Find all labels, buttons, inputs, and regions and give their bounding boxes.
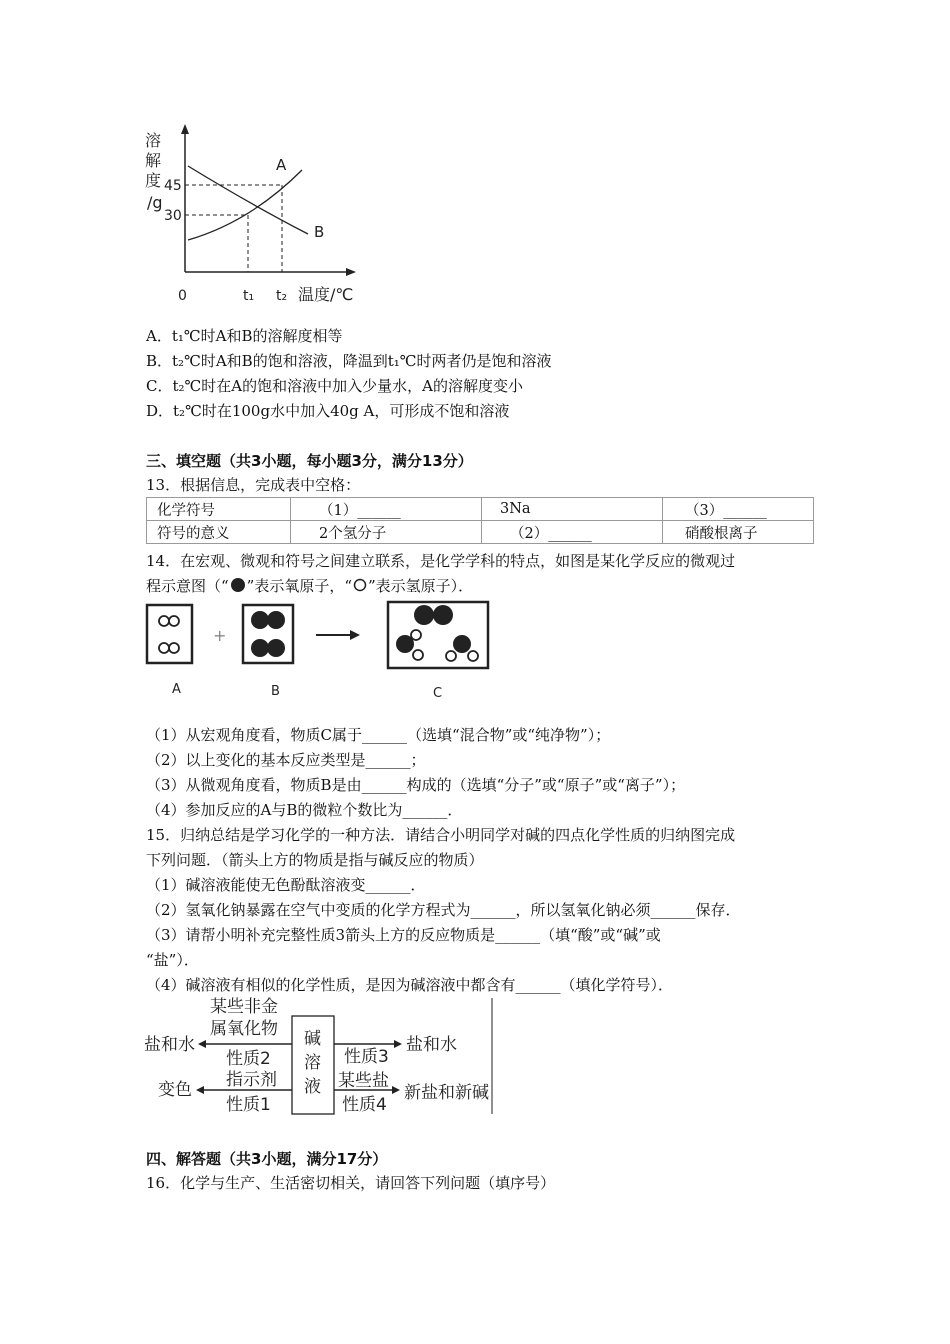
section-4-heading: 四、解答题（共3小题，满分17分）	[146, 1150, 388, 1168]
table-cell: 3Na	[482, 498, 663, 521]
y-axis-label-char: 度	[145, 171, 162, 190]
hydrogen-atom-icon	[159, 643, 169, 653]
q14-line1: 14．在宏观、微观和符号之间建立联系，是化学学科的特点，如图是某化学反应的微观过	[146, 552, 736, 570]
table-cell: （2）______	[482, 521, 663, 544]
hydrogen-atom-icon	[169, 616, 179, 626]
y-axis-label-char: /g	[147, 193, 163, 212]
curve-label-a: A	[276, 156, 287, 174]
q14-line2-post: ”表示氢原子）．	[368, 577, 474, 595]
option-d: D．t₂℃时在100g水中加入40g A，可形成不饱和溶液	[146, 402, 510, 420]
oxygen-atom-icon	[414, 605, 434, 625]
table-cell: 硝酸根离子	[663, 521, 814, 544]
hydrogen-atom-icon	[352, 577, 368, 593]
center-char: 碱	[304, 1029, 321, 1049]
q15-sub-4: （4）碱溶液有相似的化学性质，是因为碱溶液中都含有______（填化学符号）．	[146, 976, 674, 994]
box-b	[243, 605, 293, 663]
table-cell: 符号的意义	[147, 521, 291, 544]
q15-sub-3: （3）请帮小明补充完整性质3箭头上方的反应物质是______（填“酸”或“碱”或	[146, 926, 661, 944]
q14-line2-mid: ”表示氧原子，“	[246, 577, 353, 595]
top-left-reactant: 某些非金	[210, 997, 278, 1017]
table-cell: 化学符号	[147, 498, 291, 521]
reaction-arrow-head	[350, 630, 360, 640]
x-tick-label: t₂	[276, 288, 288, 304]
right-result-bottom: 新盐和新碱	[404, 1083, 489, 1103]
option-b: B．t₂℃时A和B的饱和溶液，降温到t₁℃时两者仍是饱和溶液	[146, 352, 552, 370]
oxygen-atom-icon	[453, 635, 471, 653]
center-char: 液	[304, 1077, 321, 1097]
q14-sub-1: （1）从宏观角度看，物质C属于______（选填“混合物”或“纯净物”）；	[146, 726, 611, 744]
y-axis-arrow	[181, 124, 189, 134]
prop-1-label: 性质1	[226, 1095, 271, 1115]
curve-a	[188, 170, 302, 240]
y-axis-label-char: 溶	[145, 131, 162, 150]
hydrogen-atom-icon	[468, 651, 478, 661]
q15-line2: 下列问题．（箭头上方的物质是指与碱反应的物质）	[146, 851, 484, 869]
oxygen-atom-icon	[267, 611, 285, 629]
option-c: C．t₂℃时在A的饱和溶液中加入少量水，A的溶解度变小	[146, 377, 523, 395]
hydrogen-atom-icon	[446, 651, 456, 661]
x-tick-label: t₁	[243, 288, 255, 304]
q15-line1: 15．归纳总结是学习化学的一种方法．请结合小明同学对碱的四点化学性质的归纳图完成	[146, 826, 736, 844]
table-cell: （3）______	[663, 498, 814, 521]
right-result-top: 盐和水	[406, 1035, 457, 1055]
oxygen-atom-icon	[251, 639, 269, 657]
box-a	[147, 605, 192, 663]
arrow-head-left-icon	[198, 1040, 206, 1048]
left-result-bottom: 变色	[158, 1080, 192, 1100]
oxygen-atom-icon	[267, 639, 285, 657]
oxygen-atom-icon	[229, 577, 247, 593]
indicator-label: 指示剂	[226, 1070, 277, 1090]
top-left-reactant: 属氧化物	[210, 1019, 278, 1039]
arrow-head-right-icon	[394, 1040, 402, 1048]
prop-2-label: 性质2	[226, 1049, 271, 1069]
reaction-diagram	[140, 598, 500, 706]
oxygen-atom-icon	[433, 605, 453, 625]
q15-sub-3-cont: “盐”）．	[146, 951, 199, 969]
hydrogen-atom-icon	[169, 643, 179, 653]
hydrogen-atom-icon	[159, 616, 169, 626]
diagram-label-a: A	[172, 682, 181, 697]
some-salt-label: 某些盐	[338, 1071, 389, 1091]
q16-stem: 16．化学与生产、生活密切相关，请回答下列问题（填序号）	[146, 1174, 556, 1192]
q14-line2	[146, 576, 473, 596]
table-row	[147, 498, 814, 521]
table-cell: （1）______	[291, 498, 482, 521]
hydrogen-atom-icon	[411, 630, 421, 640]
oxygen-atom-icon	[251, 611, 269, 629]
diagram-label-c: C	[433, 686, 443, 701]
arrow-head-left-icon	[196, 1086, 204, 1094]
q14-line2-pre: 程示意图（“	[146, 577, 229, 595]
q14-sub-2: （2）以上变化的基本反应类型是______；	[146, 751, 426, 769]
solubility-graph	[140, 122, 365, 304]
q14-sub-4: （4）参加反应的A与B的微粒个数比为______．	[146, 801, 463, 819]
curve-label-b: B	[314, 223, 325, 241]
prop-4-label: 性质4	[342, 1095, 387, 1115]
y-tick-label: 45	[164, 178, 182, 194]
table-row	[147, 521, 814, 544]
q13-stem: 13．根据信息，完成表中空格：	[146, 476, 361, 494]
diagram-label-b: B	[271, 684, 280, 699]
option-a: A．t₁℃时A和B的溶解度相等	[146, 327, 343, 345]
q15-sub-1: （1）碱溶液能使无色酚酞溶液变______．	[146, 876, 426, 894]
arrow-head-right-icon	[392, 1086, 400, 1094]
left-result-top: 盐和水	[144, 1035, 195, 1055]
q13-table	[146, 497, 814, 544]
y-tick-label: 30	[164, 208, 182, 224]
x-tick-label: 0	[178, 288, 187, 304]
q14-sub-3: （3）从微观角度看，物质B是由______构成的（选填“分子”或“原子”或“离子”）；	[146, 776, 686, 794]
section-3-heading: 三、填空题（共3小题，每小题3分，满分13分）	[146, 452, 473, 470]
table-cell: 2个氢分子	[291, 521, 482, 544]
y-axis-label-char: 解	[145, 151, 162, 170]
center-char: 溶	[304, 1053, 321, 1073]
x-axis-arrow	[346, 268, 356, 276]
prop-3-label: 性质3	[344, 1047, 389, 1067]
plus-sign: +	[213, 626, 227, 645]
hydrogen-atom-icon	[413, 650, 423, 660]
x-axis-label: 温度/℃	[298, 285, 354, 304]
base-properties-diagram	[140, 996, 500, 1118]
q15-sub-2: （2）氢氧化钠暴露在空气中变质的化学方程式为______，所以氢氧化钠必须______保存．	[146, 901, 741, 919]
